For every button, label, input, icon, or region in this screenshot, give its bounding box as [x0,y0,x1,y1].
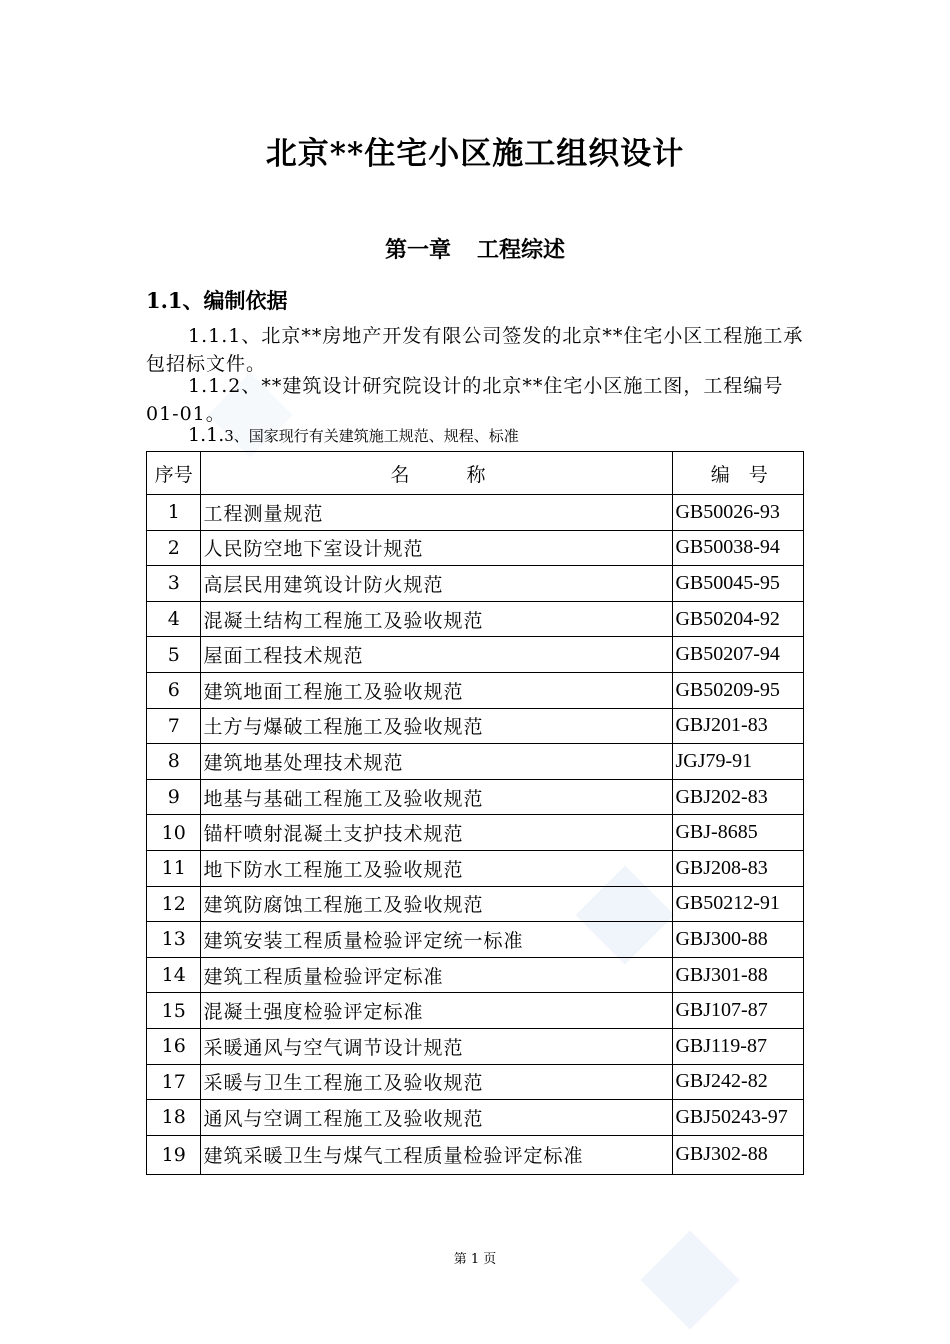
cell-name: 建筑工程质量检验评定标准 [201,957,673,993]
page-number: 第 1 页 [453,1252,497,1267]
header-code: 编 号 [673,452,804,495]
cell-name: 地基与基础工程施工及验收规范 [201,779,673,815]
cell-code: GBJ300-88 [673,922,804,958]
cell-seq: 10 [147,815,201,851]
table-row [147,993,804,1029]
cell-name: 建筑防腐蚀工程施工及验收规范 [201,886,673,922]
cell-code: GB50212-91 [673,886,804,922]
cell-name: 建筑采暖卫生与煤气工程质量检验评定标准 [201,1135,673,1174]
header-name: 名 称 [201,452,673,495]
cell-code: GB50209-95 [673,672,804,708]
cell-seq: 4 [147,601,201,637]
cell-code: GBJ242-82 [673,1064,804,1100]
document-title: 北京**住宅小区施工组织设计 [265,136,685,172]
cell-seq: 17 [147,1064,201,1100]
watermark-mark [641,1231,740,1330]
section-heading: 1.1、编制依据 [146,288,288,313]
cell-seq: 13 [147,922,201,958]
cell-seq: 2 [147,530,201,566]
cell-code: GB50038-94 [673,530,804,566]
cell-name: 采暖与卫生工程施工及验收规范 [201,1064,673,1100]
table-row [147,815,804,851]
cell-seq: 9 [147,779,201,815]
cell-code: GBJ208-83 [673,850,804,886]
cell-seq: 12 [147,886,201,922]
table-row [147,1028,804,1064]
table-header-row [147,452,804,495]
table-row [147,672,804,708]
cell-name: 工程测量规范 [201,495,673,531]
table-row [147,850,804,886]
cell-name: 屋面工程技术规范 [201,637,673,673]
cell-code: GB50045-95 [673,566,804,602]
cell-seq: 1 [147,495,201,531]
cell-code: GBJ50243-97 [673,1100,804,1136]
table-row [147,886,804,922]
cell-name: 人民防空地下室设计规范 [201,530,673,566]
standards-table [146,451,804,1175]
cell-code: GB50204-92 [673,601,804,637]
cell-name: 地下防水工程施工及验收规范 [201,850,673,886]
table-row [147,637,804,673]
cell-name: 建筑地面工程施工及验收规范 [201,672,673,708]
table-row [147,922,804,958]
table-row [147,601,804,637]
cell-code: GBJ107-87 [673,993,804,1029]
table-row [147,495,804,531]
cell-code: GBJ301-88 [673,957,804,993]
table-row [147,744,804,780]
cell-name: 通风与空调工程施工及验收规范 [201,1100,673,1136]
cell-seq: 11 [147,850,201,886]
table-row [147,530,804,566]
cell-code: GB50026-93 [673,495,804,531]
cell-seq: 6 [147,672,201,708]
table-row [147,1135,804,1174]
paragraph [188,424,519,446]
cell-seq: 19 [147,1135,201,1174]
cell-code: GB50207-94 [673,637,804,673]
cell-code: GBJ-8685 [673,815,804,851]
paragraph-number: 1.1. [188,424,225,446]
chapter-name: 工程综述 [477,237,566,263]
cell-name: 锚杆喷射混凝土支护技术规范 [201,815,673,851]
cell-seq: 7 [147,708,201,744]
cell-name: 高层民用建筑设计防火规范 [201,566,673,602]
cell-code: GBJ119-87 [673,1028,804,1064]
cell-name: 混凝土结构工程施工及验收规范 [201,601,673,637]
paragraph-text: 3、国家现行有关建筑施工规范、规程、标准 [224,427,519,445]
cell-name: 采暖通风与空气调节设计规范 [201,1028,673,1064]
cell-seq: 18 [147,1100,201,1136]
cell-seq: 14 [147,957,201,993]
cell-name: 土方与爆破工程施工及验收规范 [201,708,673,744]
table-row [147,566,804,602]
cell-code: JGJ79-91 [673,744,804,780]
cell-seq: 8 [147,744,201,780]
paragraph: 1.1.1、北京**房地产开发有限公司签发的北京**住宅小区工程施工承包招标文件。 [146,325,804,375]
cell-name: 建筑地基处理技术规范 [201,744,673,780]
cell-seq: 15 [147,993,201,1029]
cell-name: 建筑安装工程质量检验评定统一标准 [201,922,673,958]
cell-seq: 16 [147,1028,201,1064]
cell-code: GBJ201-83 [673,708,804,744]
cell-seq: 3 [147,566,201,602]
header-seq: 序号 [147,452,201,495]
table-row [147,957,804,993]
table-row [147,1064,804,1100]
cell-seq: 5 [147,637,201,673]
chapter-number: 第一章 [384,237,451,263]
cell-code: GBJ302-88 [673,1135,804,1174]
table-row [147,708,804,744]
cell-name: 混凝土强度检验评定标准 [201,993,673,1029]
paragraph: 1.1.2、**建筑设计研究院设计的北京**住宅小区施工图，工程编号 01-01。 [146,375,784,425]
table-row [147,1100,804,1136]
cell-code: GBJ202-83 [673,779,804,815]
table-row [147,779,804,815]
chapter-heading [0,233,950,264]
